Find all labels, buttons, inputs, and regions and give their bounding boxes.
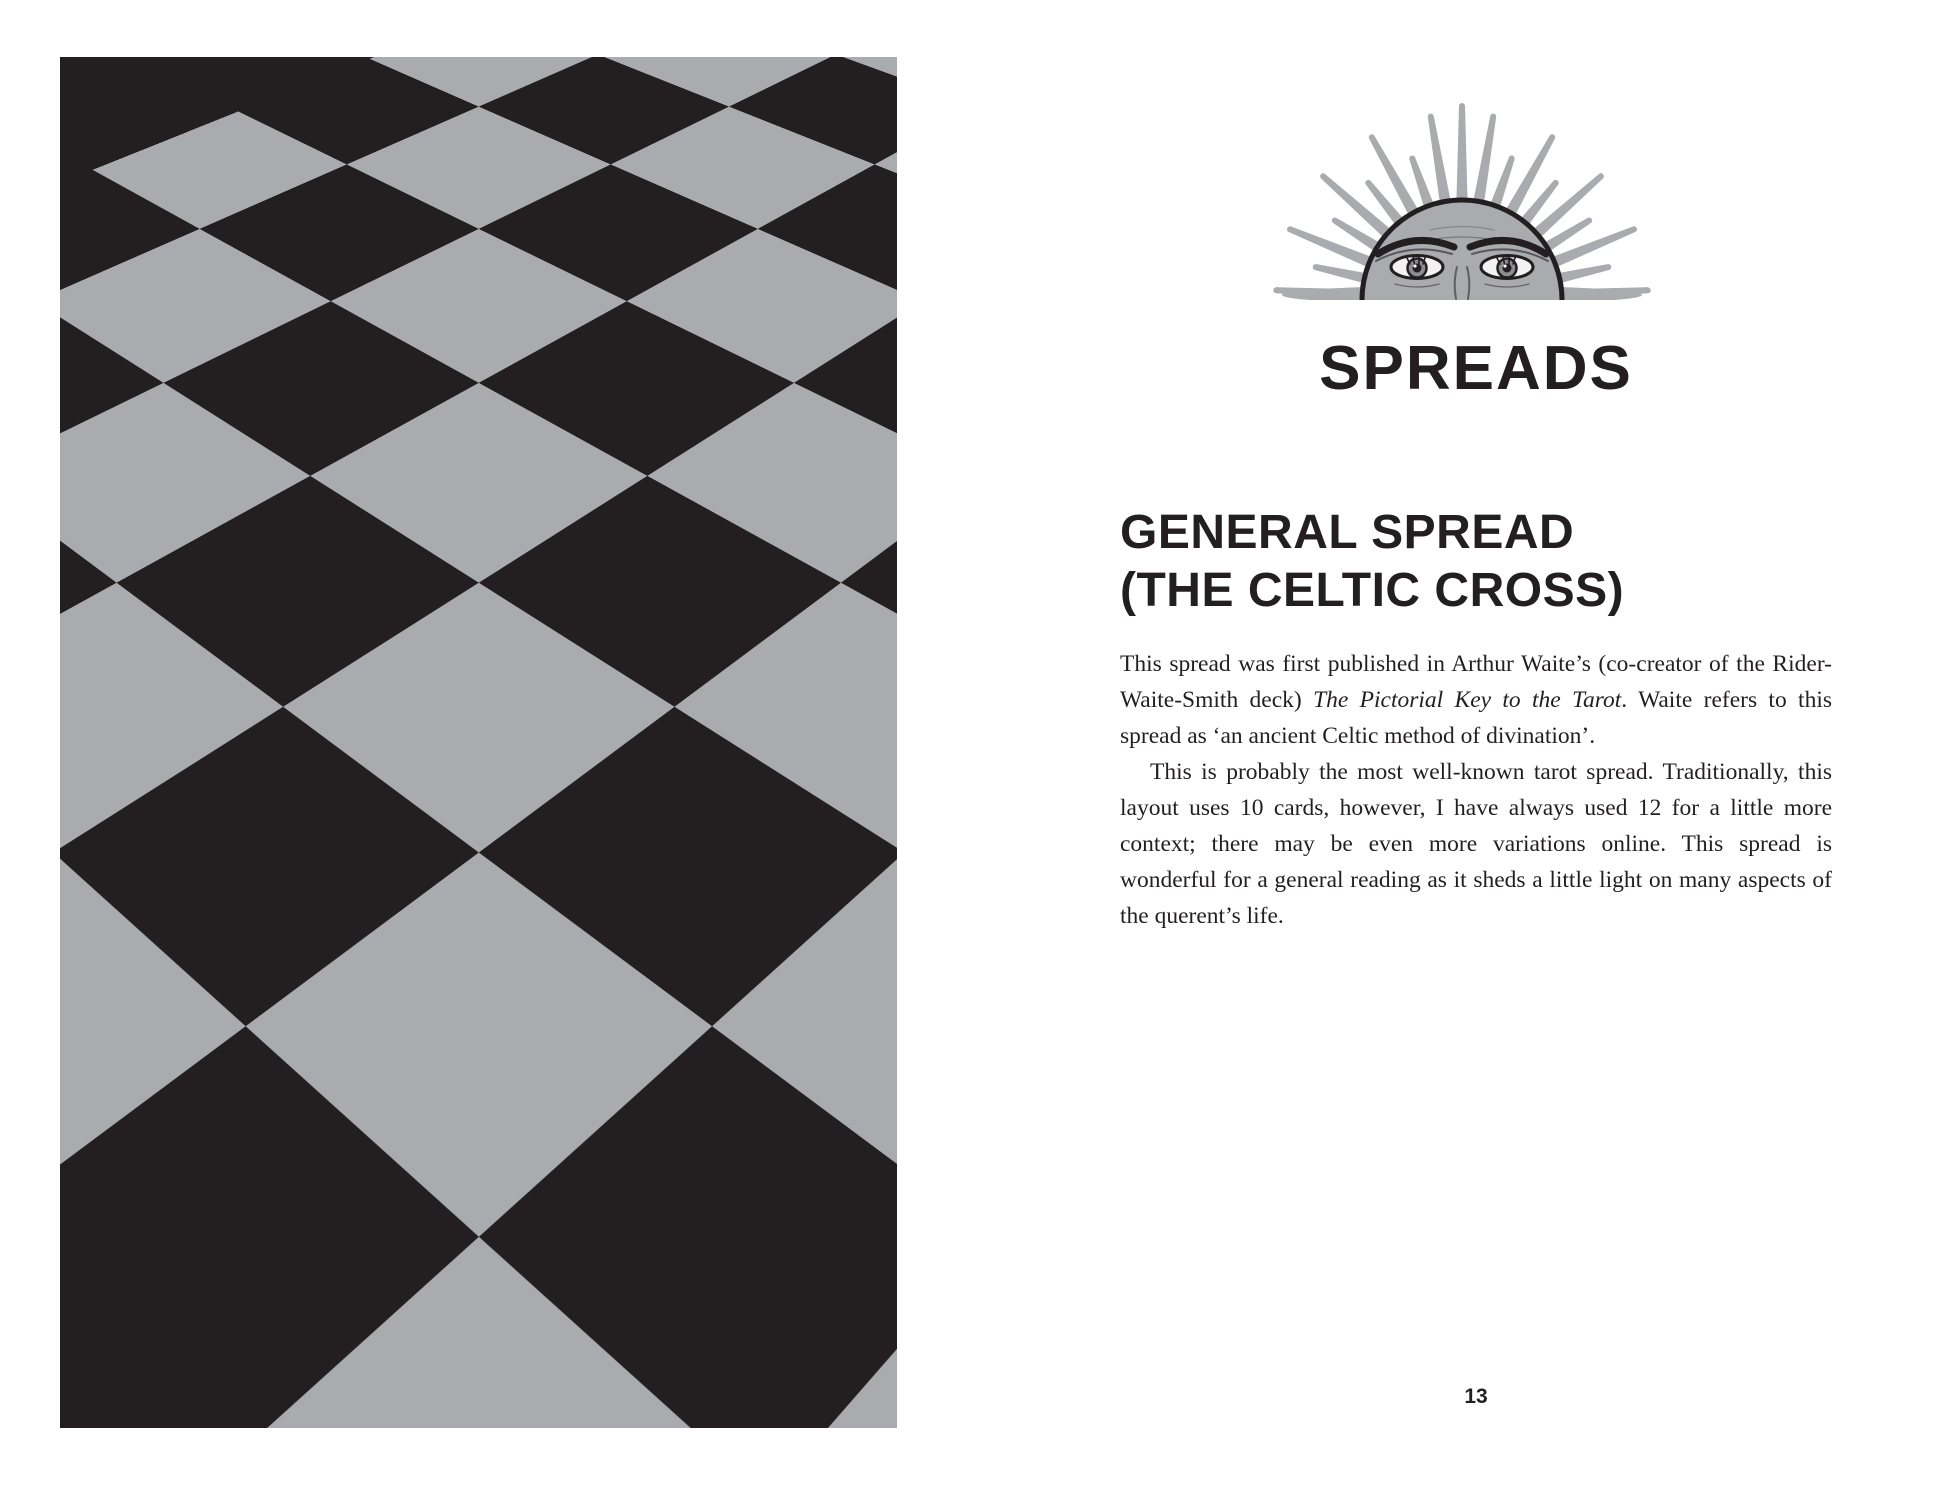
chapter-title: SPREADS	[1319, 334, 1633, 403]
sun-with-eyes-illustration	[1272, 95, 1652, 305]
paragraph-1	[1120, 646, 1832, 754]
book-title-italic: The Pictorial Key to the Tarot	[1313, 687, 1622, 713]
body-text	[1120, 646, 1832, 934]
right-page	[1120, 0, 1832, 1488]
paragraph-2: This is probably the most well-known tarot spread. Traditionally, this layout uses 10 cards, however, I have always used 12 for a little more context; there may be even more variations online. This spread is wonderful for a general reading as it sheds a little light on many aspects of the querent’s life.	[1120, 759, 1832, 929]
page-number: 13	[1464, 1385, 1488, 1408]
section-heading-line1: GENERAL SPREAD	[1120, 506, 1575, 559]
paragraph-1-end: . Waite refers to this spread as ‘an ancient Celtic method of divination’.	[1120, 687, 1833, 749]
paragraph-1-start: This spread was first published in Arthur Waite’s (co-creator of the Rider-Waite-Smith deck)	[1120, 651, 1832, 713]
checkerboard-pattern	[60, 57, 897, 1428]
checkerboard-floor-artwork	[60, 57, 897, 1428]
section-heading-line2: (THE CELTIC CROSS)	[1120, 564, 1625, 617]
section-heading	[1120, 504, 1624, 620]
